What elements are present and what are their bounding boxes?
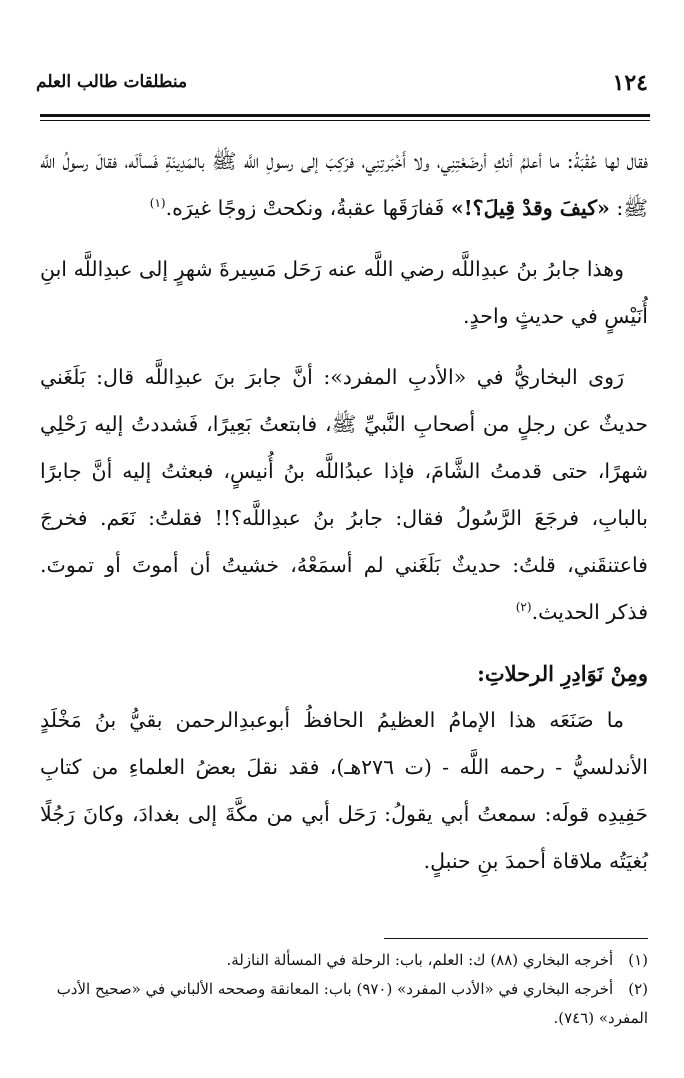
page-header — [36, 70, 648, 102]
footnotes — [40, 946, 648, 1033]
paragraph-3 — [40, 354, 648, 636]
paragraph-1 — [40, 138, 648, 232]
paragraph-1-text-a: فقال لها عُقْبَةُ: ما أعلمُ أنكِ أرضَعْتِنِي، ولا أَخْبَرتِنِي، فرَكِبَ إلى رسولِ اللَّه ﷺ بالمَدِينَةِ فَسألَه، فقالَ رسولُ اللَّه ﷺ: — [40, 149, 648, 220]
paragraph-2: وهذا جابرُ بنُ عبدِاللَّه رضي اللَّه عنه رَحَل مَسِيرةَ شهرٍ إلى عبدِاللَّه ابنِ أُنَيْسٍ في حديثٍ واحدٍ. — [40, 257, 648, 328]
section-heading: ومِنْ نَوَادِرِ الرحلاتِ: — [477, 661, 648, 686]
footnote-ref-2: (٢) — [515, 600, 532, 615]
page-number: ١٢٤ — [612, 70, 648, 96]
footnote-1-number: (١) — [628, 951, 648, 969]
running-title: منطلقات طالب العلم — [36, 72, 188, 92]
paragraph-1-text-b: فَفارَقَها عقبةُ، ونكحتْ زوجًا غيرَه. — [165, 196, 445, 220]
footnote-1-text: أخرجه البخاري (٨٨) ك: العلم، باب: الرحلة في المسألة النازلة. — [226, 951, 614, 969]
paragraph-3-text: رَوى البخاريُّ في «الأدبِ المفرد»: أنَّ جابرَ بنَ عبدِاللَّه قال: بَلَغَني حديثٌ عن رجلٍ من أصحابِ النَّبيِّ ﷺ، فابتعتُ بَعِيرًا، فَشددتُ إليه رَحْلِي شهرًا، حتى قدمتُ الشَّامَ، فإذا عبدُاللَّه بنُ أُنيسٍ، فبعثتُ إليه أنَّ جابرًا بالبابِ، فرجَعَ الرَّسُولُ فقال: جابرُ بنُ عبدِاللَّه؟!! فقلتُ: نَعَم. فخرجَ فاعتنقَني، قلتُ: حديثٌ بَلَغَني لم أسمَعْهُ، خشيتُ أن أموتَ أو تموتَ. فذكر الحديث. — [40, 365, 648, 624]
header-rule-thick — [40, 114, 650, 117]
footnote-1 — [40, 946, 648, 975]
footnote-2-text: أخرجه البخاري في «الأدب المفرد» (٩٧٠) باب: المعانقة وصححه الألباني في «صحيح الأدب المفرد» (٧٤٦). — [56, 980, 648, 1027]
footnote-2-number: (٢) — [628, 980, 648, 998]
prophet-quote: «كيفَ وقدْ قِيلَ؟!» — [450, 196, 610, 220]
header-rule-thin — [40, 120, 650, 121]
footnote-separator — [384, 938, 648, 939]
main-text — [40, 138, 648, 885]
footnote-ref-1: (١) — [149, 196, 166, 211]
paragraph-4: ما صَنَعَه هذا الإمامُ العظيمُ الحافظُ أبوعبدِالرحمن بقيُّ بنُ مَخْلَدٍ الأندلسيُّ - رحمه اللَّه - (ت ٢٧٦هـ)، فقد نقلَ بعضُ العلماءِ من كتابِ حَفِيدِه قولَه: سمعتُ أبي يقولُ: رَحَل أبي من مكَّةَ إلى بغدادَ، وكانَ رَجُلًا بُغيَتُه ملاقاة أحمدَ بنِ حنبلٍ. — [40, 708, 649, 873]
footnote-2 — [40, 975, 648, 1033]
